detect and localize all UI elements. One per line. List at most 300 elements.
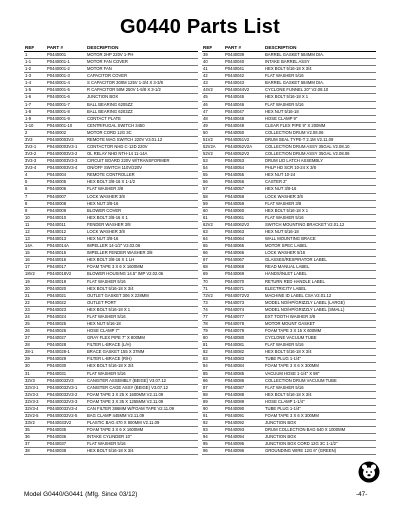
grizzly-bear-logo-icon — [358, 461, 380, 483]
table-row — [24, 321, 198, 328]
ref-cell: 59 — [203, 200, 208, 206]
ref-cell: 28-1 — [25, 349, 34, 355]
part-number-cell: P0440051V2 — [225, 136, 250, 142]
table-row — [202, 165, 376, 172]
ref-cell: 23 — [25, 306, 30, 312]
table-row — [202, 349, 376, 356]
table-row — [202, 378, 376, 385]
description-cell: INTAKE BARREL ASSY — [265, 59, 310, 65]
ref-header: REF — [203, 45, 213, 50]
ref-cell: 4 — [25, 172, 28, 178]
part-number-cell: P0440037 — [47, 441, 67, 447]
table-row — [24, 194, 198, 201]
table-row — [202, 448, 376, 455]
page-title: G0440 Parts List — [120, 16, 280, 38]
part-number-cell: P0440059 — [225, 200, 245, 206]
part-number-cell: P04400032V2-5 — [47, 412, 78, 418]
table-row — [202, 363, 376, 370]
table-row — [24, 229, 198, 236]
ref-cell: 48 — [203, 115, 208, 121]
ref-cell: 31 — [25, 370, 30, 376]
description-cell: HEX NUT 3/8-16 — [87, 200, 119, 206]
part-number-cell: P0440008 — [47, 200, 67, 206]
ref-header: REF — [25, 45, 35, 50]
part-number-cell: P0440095 — [225, 441, 245, 447]
table-row — [24, 66, 198, 73]
table-row — [24, 52, 198, 59]
table-row — [202, 66, 376, 73]
description-cell: CONTACT PLATE — [87, 115, 121, 121]
part-number-cell: P0440001-3 — [47, 73, 70, 79]
ref-cell: 36 — [25, 434, 30, 440]
part-number-cell: P0440050 — [225, 129, 245, 135]
description-cell: CLEAR FLEX PIPE 9" X 200MM — [265, 122, 326, 128]
description-cell: VACUUM HOSE 1-1/4" X 98" — [265, 370, 320, 376]
page-number: -47- — [356, 491, 368, 498]
ref-cell: 3V3-1 — [25, 144, 37, 150]
ref-cell: 25 — [25, 320, 30, 326]
part-number-cell: P0440086 — [225, 377, 245, 383]
description-cell: CAN FILTER 386MM W/FOAM TAPE V2.11.09 — [87, 405, 174, 411]
description-cell: CENTRIFUGAL SWITCH 3450 — [87, 122, 145, 128]
description-cell: CYCLONE FUNNEL 20" V2.08.10 — [265, 87, 329, 93]
table-row — [24, 179, 198, 186]
table-row — [202, 222, 376, 229]
table-row — [202, 441, 376, 448]
part-number-cell: P0440039 — [225, 52, 245, 57]
description-header: DESCRIPTION — [87, 45, 119, 50]
description-cell: CYCLONE VACUUM TUBE — [265, 335, 317, 341]
part-number-cell: P04400032V3 — [47, 377, 74, 383]
table-row — [24, 399, 198, 406]
ref-cell: 32V3-4 — [25, 405, 39, 411]
part-number-cell: P0440047 — [225, 108, 245, 114]
table-row — [202, 201, 376, 208]
table-row — [202, 314, 376, 321]
part-number-cell: P0440024 — [47, 313, 67, 319]
table-row — [24, 271, 198, 278]
table-row — [202, 59, 376, 66]
description-cell: COLLECTION DRUM VACUUM TUBE — [265, 377, 337, 383]
table-row — [202, 413, 376, 420]
part-number-cell: P0440019 — [47, 278, 67, 284]
ref-cell: 62V2 — [203, 221, 213, 227]
description-cell: MODEL NO/HP/GRIZZLY LABEL (SMALL) — [265, 306, 345, 312]
table-row — [202, 264, 376, 271]
ref-cell: 52V2 — [203, 151, 213, 157]
part-number-cell: P04400032V3-2 — [47, 391, 78, 397]
part-number-cell: P0440071 — [225, 285, 245, 291]
table-row — [24, 116, 198, 123]
part-number-cell: P0440060 — [225, 207, 245, 213]
table-row — [202, 385, 376, 392]
table-row — [202, 399, 376, 406]
ref-cell: 47 — [203, 108, 208, 114]
ref-cell: 3V3 — [25, 136, 33, 142]
description-cell: DRUM LID LATCH ASSEMBLY — [265, 158, 324, 164]
ref-cell: 83 — [203, 356, 208, 362]
part-number-cell: P0440013 — [47, 236, 67, 242]
ref-cell: 33V2 — [25, 420, 35, 426]
part-number-cell: P04400032V3-1 — [47, 384, 78, 390]
table-row — [24, 186, 198, 193]
ref-cell: 84 — [203, 363, 208, 369]
part-number-cell: P0440005 — [47, 179, 67, 185]
table-row — [202, 300, 376, 307]
ref-cell: 77 — [203, 313, 208, 319]
part-number-cell: P0440063 — [225, 228, 245, 234]
ref-cell: 32V3 — [25, 377, 35, 383]
description-cell: LOCK WASHER 5/16 — [265, 250, 306, 256]
ref-cell: 92 — [203, 420, 208, 426]
part-number-cell: P0440052V2 — [225, 151, 250, 157]
ref-cell: 5 — [25, 179, 28, 185]
table-row — [202, 420, 376, 427]
part-number-cell: P0440017 — [47, 264, 67, 270]
part-number-cell: P0440092 — [225, 420, 245, 426]
ref-cell: 71 — [203, 285, 208, 291]
table-row — [24, 363, 198, 370]
part-number-cell: P0440072V2 — [225, 292, 250, 298]
table-row — [24, 300, 198, 307]
part-number-cell: P0440022 — [47, 299, 67, 305]
description-cell: FOAM TAPE 3 X 15 X 600MM — [265, 328, 322, 334]
table-row — [24, 73, 198, 80]
ref-cell: 50 — [203, 129, 208, 135]
description-cell: FLAT WASHER 5/16 — [87, 278, 126, 284]
table-row — [24, 314, 198, 321]
table-row — [202, 286, 376, 293]
ref-cell: 49 — [203, 122, 208, 128]
ref-cell: 6 — [25, 186, 28, 192]
description-cell: HEX BOLT 5/16-18 X 1 — [87, 306, 131, 312]
table-row — [24, 109, 198, 116]
description-cell: FOAM TAPE 3 X 6 X 1600MM — [87, 427, 144, 433]
table-row — [24, 208, 198, 215]
part-number-cell: P0440001 — [47, 52, 67, 57]
table-row — [202, 186, 376, 193]
part-number-cell: P0440045 — [225, 94, 245, 100]
ref-cell: 18V2 — [25, 271, 35, 277]
table-row — [202, 356, 376, 363]
part-number-cell: P0440078 — [225, 320, 245, 326]
description-cell: MODEL NO/HP/GRIZZLY LABEL (LARGE) — [265, 299, 345, 305]
ref-cell: 1-10 — [25, 122, 34, 128]
description-cell: LOCK WASHER 3/8 — [265, 193, 303, 199]
description-cell: HEX BOLT 5/16-18 X 1 — [265, 94, 309, 100]
part-number-cell: P0440048 — [225, 115, 245, 121]
table-row — [24, 356, 198, 363]
description-cell: HEX BOLT 5/16-18 X 3/4 — [87, 448, 134, 454]
ref-cell: 91 — [203, 412, 208, 418]
table-row — [24, 264, 198, 271]
table-row — [202, 151, 376, 158]
table-row — [202, 307, 376, 314]
table-row — [24, 448, 198, 455]
description-cell: CASTER 2" — [265, 179, 287, 185]
part-number-cell: P0440036 — [47, 434, 67, 440]
description-cell: PHLP HD SCR 10-24 X 3/8 — [265, 165, 316, 171]
description-cell: FLAT WASHER 3/8 — [265, 200, 302, 206]
table-row — [24, 406, 198, 413]
part-number-cell: P0440074 — [225, 306, 245, 312]
ref-cell: 54 — [203, 165, 208, 171]
description-cell: HEX BOLT 5/16-18 X 3/4 — [87, 363, 134, 369]
table-row — [202, 279, 376, 286]
table-row — [24, 243, 198, 250]
ref-cell: 95 — [203, 441, 208, 447]
description-cell: CONTACTOR NHD C-12D 220V — [87, 144, 148, 150]
description-cell: MOTOR FAN COVER — [87, 59, 128, 65]
ref-cell: 1-6 — [25, 94, 32, 100]
table-row — [24, 137, 198, 144]
part-number-cell: P0440031 — [47, 370, 67, 376]
part-number-cell: P0440053 — [225, 158, 245, 164]
part-number-cell: P0440096 — [225, 448, 245, 454]
table-row — [202, 179, 376, 186]
description-cell: INTAKE CYLINDER 10" — [87, 434, 132, 440]
ref-cell: 7 — [25, 193, 28, 199]
description-cell: CANISTER CAGE ASSY (BEIGE) V3.07.12 — [87, 384, 168, 390]
ref-cell: 24 — [25, 313, 30, 319]
ref-cell: 16 — [25, 257, 30, 263]
table-row — [24, 342, 198, 349]
description-cell: BLOWER COVER — [87, 207, 122, 213]
part-number-cell: P04400003V3 — [47, 136, 74, 142]
part-number-cell: P0440001-10 — [47, 122, 73, 128]
table-row — [202, 130, 376, 137]
description-cell: HOSE CLAMP 7" — [87, 328, 120, 334]
part-number-cell: P0440001-1 — [47, 59, 70, 65]
ref-cell: 29 — [25, 356, 30, 362]
ref-cell: 72V2 — [203, 292, 213, 298]
description-cell: HEX NUT 5/16-18 — [265, 108, 299, 114]
ref-cell: 61 — [203, 214, 208, 220]
description-cell: HEX BOLT 5/16-18 X 3/4 — [265, 349, 312, 355]
table-row — [202, 271, 376, 278]
description-cell: FENDER WASHER 3/8 — [87, 221, 131, 227]
table-row — [24, 349, 198, 356]
table-row — [202, 172, 376, 179]
description-cell: FLAT WASHER 5/16 — [265, 342, 304, 348]
part-number-cell: P0440084 — [225, 363, 245, 369]
table-row — [202, 116, 376, 123]
part-number-cell: P0440007 — [47, 193, 67, 199]
part-number-cell: P0440070 — [225, 278, 245, 284]
ref-cell: 63 — [203, 228, 208, 234]
table-row — [202, 434, 376, 441]
ref-cell: 79 — [203, 328, 208, 334]
table-row — [24, 286, 198, 293]
description-cell: CIRCUIT BOARD 220V W/TRANSFORMER — [87, 158, 170, 164]
ref-cell: 88 — [203, 391, 208, 397]
part-header: PART # — [47, 45, 63, 50]
table-row — [202, 406, 376, 413]
ref-cell: 32V3-3 — [25, 398, 39, 404]
ref-cell: 46 — [203, 101, 208, 107]
part-number-cell: P0440016 — [47, 257, 67, 263]
description-cell: BARREL GASKET 584MM DIA. — [265, 52, 325, 57]
ref-cell: 10 — [25, 214, 30, 220]
description-cell: JUNCTION BOX — [87, 94, 119, 100]
ref-cell: 87 — [203, 384, 208, 390]
ref-cell: 85 — [203, 370, 208, 376]
description-cell: HEX BOLT 3/8-16 X 1 — [87, 214, 128, 220]
table-body — [24, 52, 198, 455]
table-row — [24, 151, 198, 158]
table-row — [202, 328, 376, 335]
ref-cell: 65 — [203, 243, 208, 249]
description-cell: HOSE CLAMP 1-1/4" — [265, 398, 305, 404]
part-number-cell: P0440028-1 — [47, 349, 70, 355]
description-cell: JUNCTION BOX — [265, 434, 297, 440]
ref-cell: 73 — [203, 299, 208, 305]
part-number-cell: P0440001-6 — [47, 94, 70, 100]
table-row — [24, 392, 198, 399]
ref-cell: 1-8 — [25, 108, 32, 114]
ref-cell: 82 — [203, 349, 208, 355]
part-number-cell: P0440029 — [47, 356, 67, 362]
part-number-cell: P0440025 — [47, 320, 67, 326]
description-cell: S CAPACITOR 300M 125V 1-3/4 X 3-3/8 — [87, 80, 163, 86]
description-cell: OUTLET GASKET 306 X 228MM — [87, 292, 149, 298]
ref-cell: 51V2 — [203, 136, 213, 142]
ref-cell: 1-2 — [25, 66, 32, 72]
description-cell: FOAM TAPE 3 X 35 X 1255MM V2.11.09 — [87, 398, 164, 404]
ref-cell: 42 — [203, 73, 208, 79]
description-cell: IMPELLER 14-1/2" V2.02.06 — [87, 243, 141, 249]
description-cell: FLAT WASHER 5/16 — [87, 370, 126, 376]
ref-cell: 67 — [203, 257, 208, 263]
ref-cell: 2 — [25, 129, 28, 135]
table-row — [24, 172, 198, 179]
part-number-cell: P0440001-4 — [47, 80, 70, 86]
part-number-cell: P0440055 — [225, 172, 245, 178]
part-number-cell: P04400032V3-4 — [47, 405, 78, 411]
part-number-cell: P0440077 — [225, 313, 245, 319]
table-row — [202, 335, 376, 342]
ref-cell: 53 — [203, 158, 208, 164]
description-cell: LOCK WASHER 3/8 — [87, 228, 125, 234]
ref-cell: 43 — [203, 80, 208, 86]
table-row — [202, 257, 376, 264]
description-cell: FOAM TAPE 3 X 6 X 1600MM — [87, 264, 144, 270]
ref-cell: 52V2A — [203, 144, 216, 150]
table-row — [202, 73, 376, 80]
parts-table-right — [202, 44, 376, 455]
description-cell: MOTOR 2HP 220V 1-PH — [87, 52, 134, 57]
ref-cell: 90 — [203, 405, 208, 411]
description-cell: FOAM TAPE 3 X 6 X 300MM — [265, 363, 319, 369]
table-row — [202, 243, 376, 250]
table-row — [24, 94, 198, 101]
ref-cell: 1-1 — [25, 59, 32, 65]
description-cell: HEX BOLT 5/16-18 X 3/4 — [265, 66, 312, 72]
part-number-cell: P0440093 — [225, 427, 245, 433]
table-row — [202, 102, 376, 109]
description-cell: BLOWER HOUSING 14.5" IMP V2.02.06 — [87, 271, 164, 277]
description-cell: ELECTRICITY LABEL — [265, 285, 307, 291]
part-number-cell: P0440089 — [225, 398, 245, 404]
part-number-cell: P0440056 — [225, 179, 245, 185]
description-cell: HEX NUT 3/8-16 — [87, 236, 119, 242]
part-number-cell: P0440054 — [225, 165, 245, 171]
part-number-cell: P0440001-8 — [47, 108, 70, 114]
part-number-cell: P0440042 — [225, 73, 245, 79]
part-number-cell: P0440073 — [225, 299, 245, 305]
table-row — [24, 102, 198, 109]
ref-cell: 3V3-4 — [25, 165, 37, 171]
table-row — [24, 222, 198, 229]
description-cell: FLAT WASHER 3/8 — [87, 186, 124, 192]
part-number-cell: P0440027 — [47, 335, 67, 341]
part-number-cell: P0440009 — [47, 207, 67, 213]
table-header — [202, 44, 376, 52]
part-number-cell: P0440001-9 — [47, 115, 70, 121]
table-row — [24, 123, 198, 130]
part-number-cell: P0440065 — [225, 243, 245, 249]
ref-cell: 13 — [25, 236, 30, 242]
ref-cell: 32V3-2 — [25, 391, 39, 397]
description-cell: FLAT WASHER 5/16 — [265, 73, 304, 79]
part-number-cell: P0440090 — [225, 405, 245, 411]
table-header — [24, 44, 198, 52]
part-number-cell: P0440004 — [47, 172, 67, 178]
description-cell: MOTOR MOUNT GASKET — [265, 320, 316, 326]
table-row — [24, 385, 198, 392]
part-number-cell: P0440023 — [47, 306, 67, 312]
part-number-cell: P0440001-5 — [47, 87, 70, 93]
part-number-cell: P0440094 — [225, 434, 245, 440]
description-cell: ON/OFF SWITCH 110V/220V — [87, 165, 143, 171]
ref-cell: 56 — [203, 179, 208, 185]
description-cell: TUBE PLUG 1-1/4" — [265, 405, 301, 411]
ref-cell: 55 — [203, 172, 208, 178]
description-cell: HEX BOLT 3/8-16 X 1 LH — [87, 257, 135, 263]
description-cell: OUTLET PORT — [87, 299, 117, 305]
ref-cell: 1 — [25, 52, 28, 57]
part-number-cell: P0440046 — [225, 101, 245, 107]
ref-cell: 96 — [203, 448, 208, 454]
description-cell: MACHINE ID LABEL CSA V2.01.12 — [265, 292, 332, 298]
part-number-cell: P0440040 — [225, 59, 245, 65]
ref-cell: 14A — [25, 243, 33, 249]
table-row — [202, 321, 376, 328]
table-row — [202, 250, 376, 257]
table-row — [202, 215, 376, 222]
part-number-cell: P0440002 — [47, 129, 67, 135]
description-cell: CANISTER ASSEMBLY (BEIGE) V3.07.12 — [87, 377, 166, 383]
table-row — [202, 87, 376, 94]
part-number-cell: P0440012 — [47, 228, 67, 234]
table-row — [24, 441, 198, 448]
part-number-cell: P0440088 — [225, 391, 245, 397]
part-number-cell: P0440058 — [225, 193, 245, 199]
table-row — [202, 144, 376, 151]
part-number-cell: P0440043 — [225, 80, 245, 86]
part-number-cell: P0440001-7 — [47, 101, 70, 107]
table-row — [202, 52, 376, 59]
description-cell: HEX BOLT 5/16-18 X 1 — [265, 207, 309, 213]
part-number-cell: P04400003V3-1 — [47, 144, 78, 150]
description-cell: TUBE PLUG 1-1/4" — [265, 356, 301, 362]
description-cell: BAG CLAMP 445MM V2.11.09 — [87, 412, 145, 418]
part-number-cell: P0440081 — [225, 342, 245, 348]
ref-cell: 12 — [25, 228, 30, 234]
table-row — [24, 250, 198, 257]
table-row — [202, 194, 376, 201]
ref-cell: 81 — [203, 342, 208, 348]
